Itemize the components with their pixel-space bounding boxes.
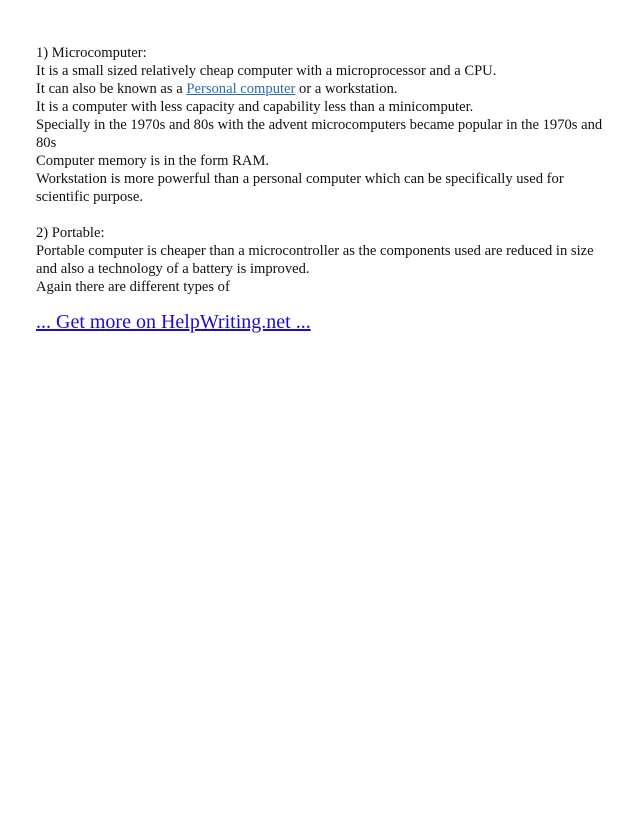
get-more-link[interactable]: ... Get more on HelpWriting.net ... <box>36 311 311 333</box>
section-1-line-2-before: It can also be known as a <box>36 81 187 97</box>
paragraph-gap <box>36 206 606 224</box>
get-more-container <box>36 310 606 334</box>
section-1-heading: 1) Microcomputer: <box>36 45 147 61</box>
section-1-line-5: Computer memory is in the form RAM. <box>36 153 270 169</box>
section-2-line-1: Portable computer is cheaper than a microcontroller as the components used are reduced in size and also a technology of a battery is improved. <box>36 243 594 277</box>
section-1-line-2 <box>36 80 606 98</box>
section-2-heading: 2) Portable: <box>36 225 105 241</box>
section-1-line-4: Specially in the 1970s and 80s with the advent microcomputers became popular in the 1970s and 80s <box>36 117 603 151</box>
document-body <box>36 44 606 354</box>
section-2-line-2: Again there are different types of <box>36 279 230 295</box>
section-1-line-6: Workstation is more powerful than a personal computer which can be specifically used for scientific purpose. <box>36 171 564 205</box>
section-1-line-1: It is a small sized relatively cheap computer with a microprocessor and a CPU. <box>36 63 497 79</box>
section-1-line-2-after: or a workstation. <box>295 81 398 97</box>
personal-computer-link[interactable]: Personal computer <box>186 81 296 97</box>
section-1-line-3: It is a computer with less capacity and capability less than a minicomputer. <box>36 99 474 115</box>
